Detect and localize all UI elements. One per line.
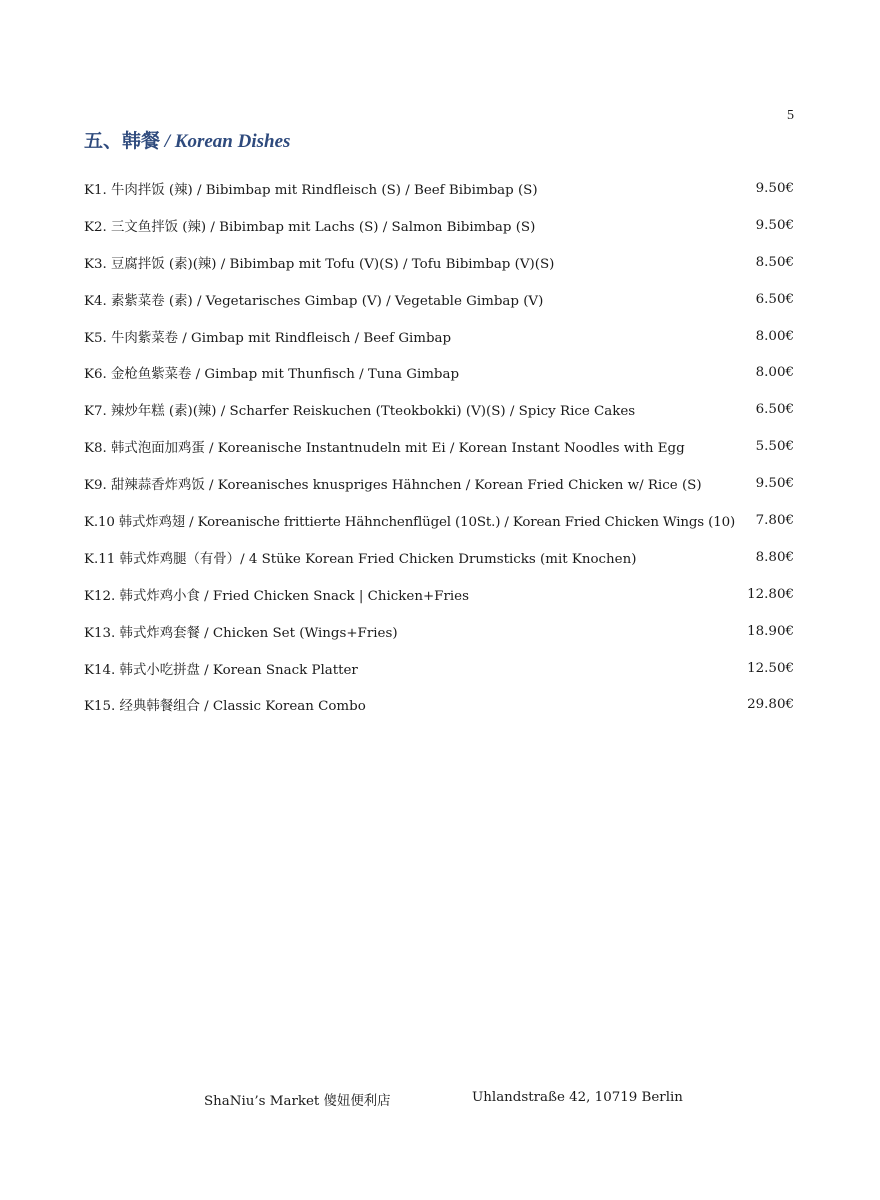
menu-item-k1 [84, 170, 794, 207]
menu-item-price: 8.50€ [755, 254, 794, 270]
menu-item-k14 [84, 650, 794, 687]
menu-item-price: 5.50€ [755, 439, 794, 455]
menu-item-name: K4. 素紫菜卷 (素) / Vegetarisches Gimbap (V) / Vegetable Gimbap (V) [84, 293, 544, 309]
menu-item-k10 [84, 502, 794, 539]
menu-item-price: 8.00€ [755, 328, 794, 344]
section-title-cn: 五、韩餐 [84, 131, 161, 152]
menu-item-name: K2. 三文鱼拌饭 (辣) / Bibimbap mit Lachs (S) / Salmon Bibimbap (S) [84, 219, 536, 235]
menu-item-price: 9.50€ [755, 180, 794, 196]
page-number: 5 [787, 108, 794, 123]
menu-item-name: K1. 牛肉拌饭 (辣) / Bibimbap mit Rindfleisch (S) / Beef Bibimbap (S) [84, 182, 538, 198]
menu-item-name: K9. 甜辣蒜香炸鸡饭 / Koreanisches knuspriges Hähnchen / Korean Fried Chicken w/ Rice (S) [84, 478, 702, 494]
section-title-en: Korean Dishes [174, 131, 291, 152]
menu-item-price: 8.00€ [755, 365, 794, 381]
menu-item-k15 [84, 686, 794, 723]
menu-item-price: 18.90€ [747, 623, 794, 639]
footer-shop-name: ShaNiu’s Market 傻妞便利店 [204, 1094, 391, 1109]
menu-item-k8 [84, 428, 794, 465]
menu-item-k12 [84, 576, 794, 613]
menu-item-name: K7. 辣炒年糕 (素)(辣) / Scharfer Reiskuchen (Tteokbokki) (V)(S) / Spicy Rice Cakes [84, 404, 636, 420]
menu-item-k5 [84, 318, 794, 355]
menu-item-price: 12.50€ [747, 660, 794, 676]
menu-item-k3 [84, 244, 794, 281]
menu-list [84, 170, 794, 723]
section-title [84, 126, 290, 153]
menu-item-name: K15. 经典韩餐组合 / Classic Korean Combo [84, 699, 366, 715]
menu-item-name: K13. 韩式炸鸡套餐 / Chicken Set (Wings+Fries) [84, 625, 398, 641]
menu-item-price: 7.80€ [755, 512, 794, 528]
menu-item-k2 [84, 207, 794, 244]
menu-item-k11 [84, 539, 794, 576]
menu-item-name: K14. 韩式小吃拼盘 / Korean Snack Platter [84, 662, 358, 678]
menu-item-name: K12. 韩式炸鸡小食 / Fried Chicken Snack | Chicken+Fries [84, 588, 469, 604]
menu-item-price: 6.50€ [755, 402, 794, 418]
footer-address: Uhlandstraße 42, 10719 Berlin [472, 1090, 683, 1105]
menu-item-k9 [84, 465, 794, 502]
menu-item-price: 9.50€ [755, 476, 794, 492]
menu-item-k6 [84, 354, 794, 391]
menu-item-name: K3. 豆腐拌饭 (素)(辣) / Bibimbap mit Tofu (V)(S) / Tofu Bibimbap (V)(S) [84, 256, 555, 272]
menu-item-price: 6.50€ [755, 291, 794, 307]
menu-item-k13 [84, 613, 794, 650]
menu-item-price: 9.50€ [755, 217, 794, 233]
menu-item-price: 12.80€ [747, 586, 794, 602]
menu-item-name: K8. 韩式泡面加鸡蛋 / Koreanische Instantnudeln mit Ei / Korean Instant Noodles with Egg [84, 441, 685, 457]
menu-item-name: K.10 韩式炸鸡翅 / Koreanische frittierte Hähnchenflügel (10St.) / Korean Fried Chicken Wings (10) [84, 514, 736, 530]
section-title-separator: / [160, 131, 175, 152]
menu-item-price: 29.80€ [747, 697, 794, 713]
menu-item-name: K5. 牛肉紫菜卷 / Gimbap mit Rindfleisch / Beef Gimbap [84, 330, 452, 346]
menu-item-name: K6. 金枪鱼紫菜卷 / Gimbap mit Thunfisch / Tuna Gimbap [84, 367, 460, 383]
menu-item-k4 [84, 281, 794, 318]
menu-item-name: K.11 韩式炸鸡腿（有骨）/ 4 Stüke Korean Fried Chicken Drumsticks (mit Knochen) [84, 551, 637, 567]
menu-item-price: 8.80€ [755, 549, 794, 565]
menu-item-k7 [84, 391, 794, 428]
